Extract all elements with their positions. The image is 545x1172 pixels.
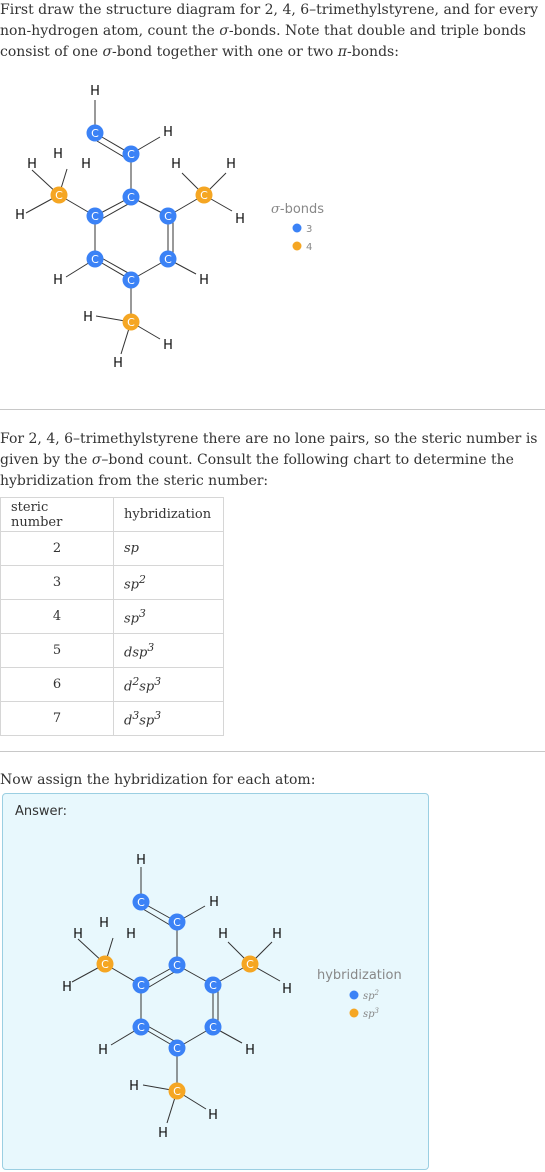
- carbon-atom: [133, 1019, 150, 1036]
- svg-text:C: C: [91, 253, 99, 266]
- hydrogen-atom: H: [129, 1079, 139, 1094]
- hybridization-cell: $sp^3$: [114, 600, 224, 634]
- legend-item-label: $sp^3$: [363, 1007, 380, 1020]
- table-row: [1, 668, 224, 702]
- hydrogen-atom: H: [98, 1043, 108, 1058]
- hybridization-cell: $sp^2$: [114, 566, 224, 600]
- hydrogen-atom: H: [226, 157, 236, 172]
- svg-text:C: C: [55, 189, 63, 202]
- hybridization-cell: $d^3sp^3$: [114, 702, 224, 736]
- legend-dot-orange: [350, 1009, 359, 1018]
- hybridization-table: [0, 497, 224, 736]
- answer-label: Answer:: [15, 804, 68, 819]
- svg-text:C: C: [101, 958, 109, 971]
- column-header-steric-number: steric number: [1, 498, 114, 532]
- svg-text:C: C: [91, 210, 99, 223]
- svg-text:C: C: [137, 979, 145, 992]
- assign-paragraph: Now assign the hybridization for each atom:: [0, 772, 316, 788]
- hydrogen-atom: H: [81, 157, 91, 172]
- carbon-atom: [123, 146, 140, 163]
- hydrogen-atom: H: [158, 1126, 168, 1141]
- legend-item-label: 4: [306, 242, 313, 253]
- svg-text:C: C: [173, 1042, 181, 1055]
- carbon-atom: [169, 957, 186, 974]
- svg-text:C: C: [173, 959, 181, 972]
- steric-number-cell: 6: [1, 668, 114, 702]
- hydrogen-atom: H: [99, 916, 109, 931]
- hydrogen-atom: H: [83, 310, 93, 325]
- carbon-atom: [87, 125, 104, 142]
- carbon-atom: [242, 956, 259, 973]
- table-row: [1, 634, 224, 668]
- intro-paragraph: First draw the structure diagram for 2, 4, 6–trimethylstyrene, and for every non-hydrogen atom, count the σ-bonds. Note that double and triple bonds consist of one σ-bond together with one or two π-bonds:: [0, 2, 539, 60]
- hydrogen-atom: H: [113, 356, 123, 371]
- svg-text:C: C: [173, 1085, 181, 1098]
- svg-text:C: C: [173, 916, 181, 929]
- steric-number-cell: 5: [1, 634, 114, 668]
- svg-text:C: C: [127, 274, 135, 287]
- carbon-atom: [160, 251, 177, 268]
- hydrogen-atom: H: [27, 157, 37, 172]
- hydrogen-atom: H: [53, 147, 63, 162]
- svg-text:C: C: [209, 1021, 217, 1034]
- carbon-atom: [169, 1083, 186, 1100]
- carbon-atom: [87, 208, 104, 225]
- sigma-bond-structure-diagram: [0, 70, 545, 390]
- carbon-atom: [205, 1019, 222, 1036]
- carbon-atom: [123, 272, 140, 289]
- legend-dot-blue: [293, 224, 302, 233]
- divider: [0, 409, 545, 410]
- table-row: [1, 702, 224, 736]
- svg-text:C: C: [127, 148, 135, 161]
- legend-title: hybridization: [317, 968, 402, 983]
- svg-text:C: C: [164, 253, 172, 266]
- svg-text:C: C: [200, 189, 208, 202]
- hybridization-cell: $d^2sp^3$: [114, 668, 224, 702]
- hydrogen-atom: H: [53, 273, 63, 288]
- svg-text:C: C: [246, 958, 254, 971]
- hydrogen-atom: H: [272, 927, 282, 942]
- svg-text:C: C: [127, 191, 135, 204]
- carbon-atom: [87, 251, 104, 268]
- svg-text:C: C: [91, 127, 99, 140]
- carbon-atom: [205, 977, 222, 994]
- steric-number-cell: 3: [1, 566, 114, 600]
- steric-paragraph: For 2, 4, 6–trimethylstyrene there are no lone pairs, so the steric number is given by the σ–bond count. Consult the following chart to determine the hybridization from the steric number:: [0, 431, 538, 489]
- svg-text:C: C: [137, 896, 145, 909]
- table-header-row: [1, 498, 224, 532]
- carbon-atom: [133, 977, 150, 994]
- legend-title: σ-bonds: [271, 202, 325, 217]
- svg-text:C: C: [164, 210, 172, 223]
- hydrogen-atom: H: [208, 1108, 218, 1123]
- steric-number-cell: 2: [1, 532, 114, 566]
- column-header-hybridization: hybridization: [114, 498, 224, 532]
- hydrogen-atom: H: [73, 927, 83, 942]
- hybridization-legend: [317, 968, 402, 1020]
- sigma-bonds-legend: [271, 202, 324, 253]
- carbon-atom: [169, 1040, 186, 1057]
- table-row: [1, 600, 224, 634]
- legend-dot-blue: [350, 991, 359, 1000]
- carbon-atom: [97, 956, 114, 973]
- hybridization-cell: sp: [114, 532, 224, 566]
- divider: [0, 751, 545, 752]
- carbon-atom: [169, 914, 186, 931]
- hydrogen-atom: H: [163, 338, 173, 353]
- carbon-atom: [51, 187, 68, 204]
- carbon-atom: [133, 894, 150, 911]
- hydrogen-atom: H: [235, 212, 245, 227]
- hydrogen-atom: H: [62, 980, 72, 995]
- hydrogen-atom: H: [282, 982, 292, 997]
- hydrogen-atom: H: [209, 895, 219, 910]
- steric-number-cell: 4: [1, 600, 114, 634]
- hybridization-cell: dsp$^3$: [114, 634, 224, 668]
- hydrogen-atom: H: [245, 1043, 255, 1058]
- svg-text:C: C: [127, 316, 135, 329]
- carbon-atom: [196, 187, 213, 204]
- hydrogen-atom: H: [90, 84, 100, 99]
- hydrogen-atom: H: [163, 125, 173, 140]
- hydrogen-atom: H: [136, 853, 146, 868]
- svg-text:C: C: [209, 979, 217, 992]
- legend-dot-orange: [293, 242, 302, 251]
- table-row: [1, 566, 224, 600]
- carbon-atom: [123, 314, 140, 331]
- hybridization-structure-diagram: [0, 847, 545, 1167]
- steric-number-cell: 7: [1, 702, 114, 736]
- legend-item-label: $sp^2$: [363, 989, 380, 1002]
- hydrogen-atom: H: [171, 157, 181, 172]
- hydrogen-atom: H: [15, 208, 25, 223]
- table-row: [1, 532, 224, 566]
- carbon-atom: [160, 208, 177, 225]
- hydrogen-atom: H: [126, 927, 136, 942]
- legend-item-label: 3: [306, 224, 313, 235]
- svg-text:C: C: [137, 1021, 145, 1034]
- carbon-atom: [123, 189, 140, 206]
- hydrogen-atom: H: [218, 927, 228, 942]
- hydrogen-atom: H: [199, 273, 209, 288]
